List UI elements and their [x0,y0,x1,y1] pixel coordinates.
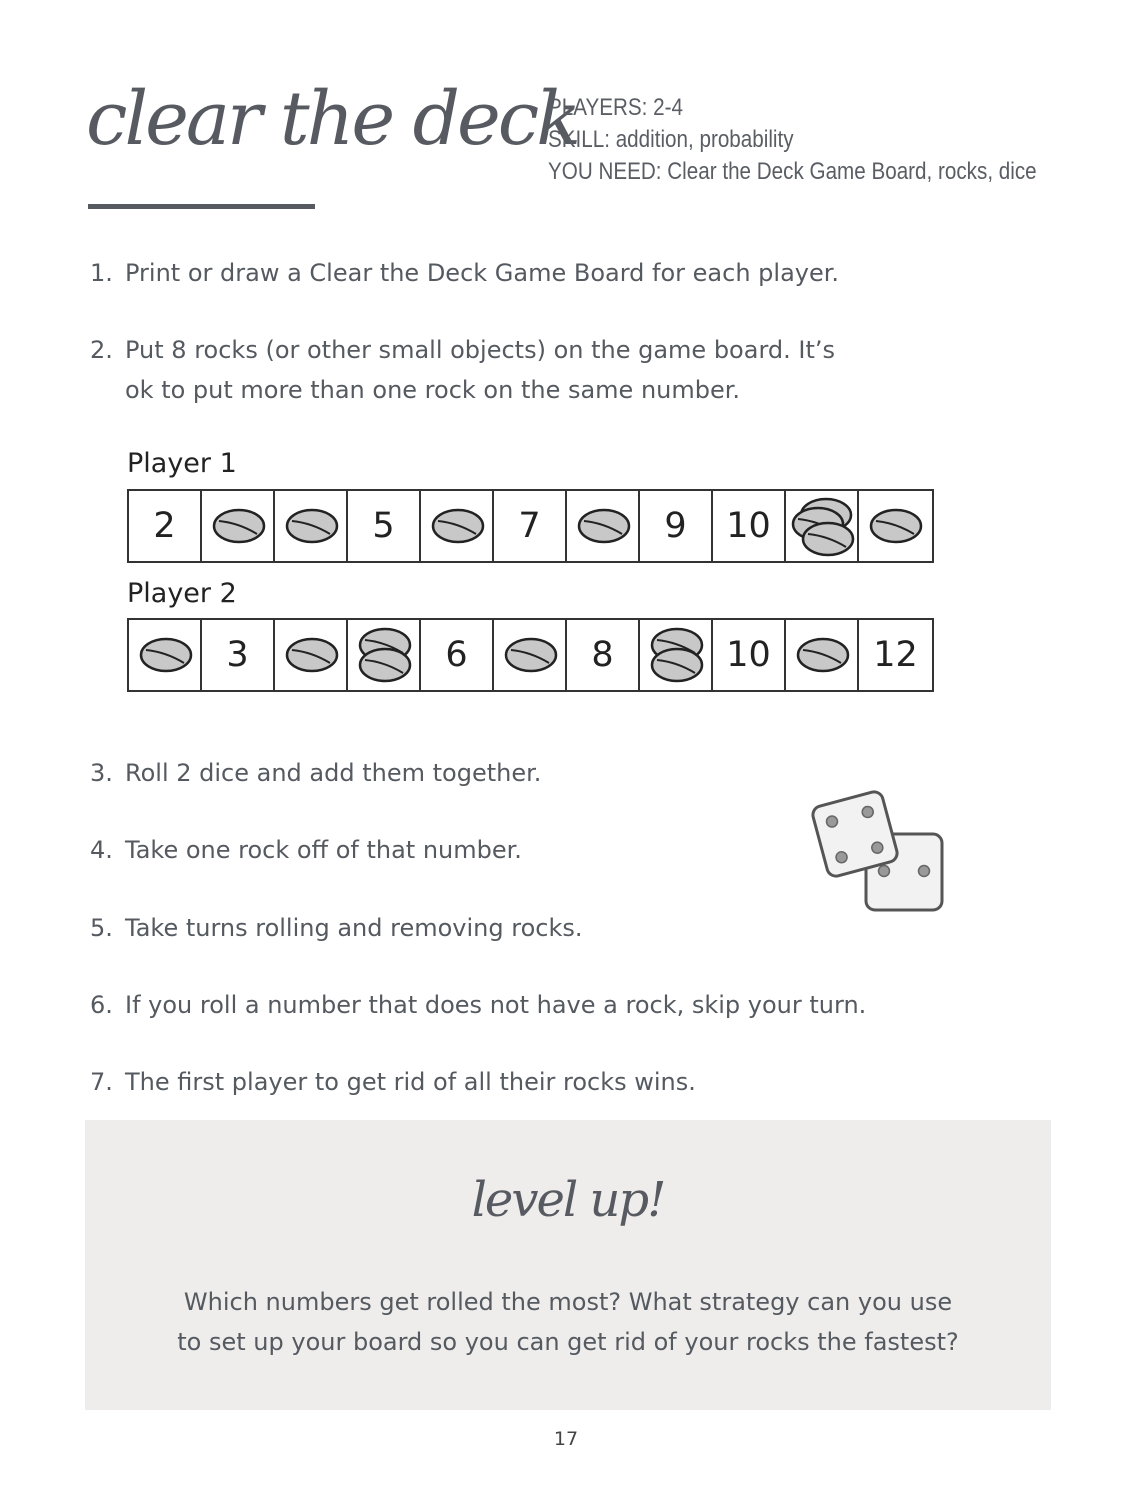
rock-icon [287,639,337,671]
rock-stack [786,491,859,561]
rock-icon [506,639,556,671]
level-up-text [85,1282,1051,1362]
rock-icon [871,510,921,542]
step-text: Print or draw a Clear the Deck Game Board for each player. [125,259,840,287]
step-number: 7. [90,1068,113,1096]
rock-icon [433,510,483,542]
step-text: Take one rock off of that number. [125,836,522,864]
cell-number: 7 [518,506,541,546]
rock-icon [287,510,337,542]
player-1-board [127,489,934,563]
cell-number: 12 [873,635,918,675]
step-number: 1. [90,259,113,287]
title-underline [88,204,315,209]
board-cell [567,620,640,690]
rock-stack [275,491,348,561]
dice-pair-icon [800,770,950,915]
cell-number: 6 [445,635,468,675]
rock-stack [275,620,348,690]
skill-line: SKILL: addition, probability [548,126,794,153]
page-title: clear the deck [86,76,579,162]
game-meta [548,92,1037,188]
step-text: The first player to get rid of all their rocks wins. [125,1068,696,1096]
board-cell [129,491,202,561]
board-cell [348,620,421,690]
rock-stack [859,491,932,561]
board-cell [421,620,494,690]
rock-icon [652,649,702,681]
cell-number: 3 [226,635,249,675]
players-line: PLAYERS: 2-4 [548,94,683,121]
board-cell [640,620,713,690]
cell-number: 8 [591,635,614,675]
step-number: 5. [90,914,113,942]
cell-number: 10 [726,506,771,546]
rock-icon [214,510,264,542]
cell-number: 5 [372,506,395,546]
board-cell [494,491,567,561]
step-number: 2. [90,336,113,364]
step-text: Roll 2 dice and add them together. [125,759,542,787]
cell-number: 10 [726,635,771,675]
board-cell [859,491,932,561]
board-cell [567,491,640,561]
step-text: Take turns rolling and removing rocks. [125,914,583,942]
board-cell [713,491,786,561]
cell-number: 9 [664,506,687,546]
board-cell [494,620,567,690]
rock-icon [798,639,848,671]
board-cell [786,491,859,561]
board-cell [348,491,421,561]
step-number: 6. [90,991,113,1019]
board-cell [640,491,713,561]
level-up-line: Which numbers get rolled the most? What strategy can you use [183,1288,953,1316]
player-1-label: Player 1 [127,448,237,479]
step-number: 4. [90,836,113,864]
rock-stack [494,620,567,690]
rock-stack [786,620,859,690]
step-text: ok to put more than one rock on the same number. [125,376,741,404]
board-cell [202,620,275,690]
rock-icon [360,649,410,681]
rock-stack [202,491,275,561]
board-cell [275,620,348,690]
board-cell [129,620,202,690]
rock-stack [567,491,640,561]
rock-stack [129,620,202,690]
player-2-board [127,618,934,692]
board-cell [859,620,932,690]
page-number: 17 [553,1428,579,1450]
level-up-title: level up! [471,1172,665,1228]
player-2-label: Player 2 [127,578,237,609]
board-cell [786,620,859,690]
rock-stack [348,620,421,690]
step-text: Put 8 rocks (or other small objects) on the game board. It’s [125,336,836,364]
step-text: If you roll a number that does not have a rock, skip your turn. [125,991,867,1019]
board-cell [421,491,494,561]
cell-number: 2 [153,506,176,546]
board-cell [202,491,275,561]
rock-stack [421,491,494,561]
rock-icon [579,510,629,542]
board-cell [275,491,348,561]
rock-stack [640,620,713,690]
level-up-box [85,1120,1051,1410]
board-cell [713,620,786,690]
level-up-line: to set up your board so you can get rid of your rocks the fastest? [177,1328,959,1356]
you-need-line: YOU NEED: Clear the Deck Game Board, rocks, dice [548,158,1037,185]
rock-icon [141,639,191,671]
step-number: 3. [90,759,113,787]
rock-icon [803,523,853,555]
